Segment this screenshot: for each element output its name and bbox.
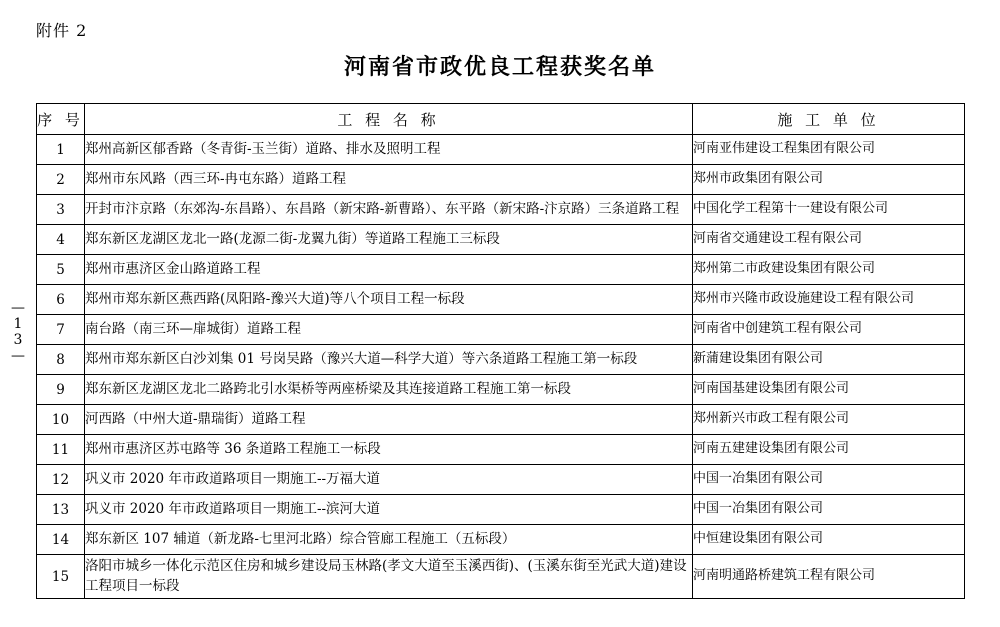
cell-no: 10 <box>37 405 85 435</box>
cell-construction-unit: 新蒲建设集团有限公司 <box>693 345 965 375</box>
cell-project-name: 郑州高新区郁香路（冬青街-玉兰街）道路、排水及照明工程 <box>85 135 693 165</box>
award-list-table <box>36 103 965 599</box>
column-header-no: 序 号 <box>37 104 85 135</box>
cell-no: 14 <box>37 525 85 555</box>
cell-construction-unit: 郑州第二市政建设集团有限公司 <box>693 255 965 285</box>
cell-project-name: 南台路（南三环—扉城街）道路工程 <box>85 315 693 345</box>
cell-construction-unit: 郑州新兴市政工程有限公司 <box>693 405 965 435</box>
cell-project-name: 郑州市郑东新区白沙刘集 01 号岗吴路（豫兴大道—科学大道）等六条道路工程施工第一标段 <box>85 345 693 375</box>
cell-no: 6 <box>37 285 85 315</box>
cell-project-name: 巩义市 2020 年市政道路项目一期施工--滨河大道 <box>85 495 693 525</box>
table-row <box>37 525 965 555</box>
table-row <box>37 465 965 495</box>
cell-construction-unit: 中国一冶集团有限公司 <box>693 465 965 495</box>
page-number-char: — <box>11 300 25 316</box>
page-number-char: 1 <box>13 316 23 332</box>
cell-project-name: 郑东新区 107 辅道（新龙路-七里河北路）综合管廊工程施工（五标段） <box>85 525 693 555</box>
attachment-label: 附件 2 <box>36 21 88 40</box>
table-row <box>37 495 965 525</box>
cell-no: 7 <box>37 315 85 345</box>
table-row <box>37 225 965 255</box>
cell-no: 9 <box>37 375 85 405</box>
cell-construction-unit: 河南省中创建筑工程有限公司 <box>693 315 965 345</box>
cell-no: 3 <box>37 195 85 225</box>
table-row <box>37 315 965 345</box>
page-number-char: 3 <box>13 332 23 348</box>
cell-project-name: 巩义市 2020 年市政道路项目一期施工--万福大道 <box>85 465 693 495</box>
cell-no: 1 <box>37 135 85 165</box>
cell-no: 4 <box>37 225 85 255</box>
table-row <box>37 555 965 599</box>
cell-construction-unit: 中国一冶集团有限公司 <box>693 495 965 525</box>
cell-project-name: 洛阳市城乡一体化示范区住房和城乡建设局玉林路(孝文大道至玉溪西街)、(玉溪东街至光武大道)建设工程项目一标段 <box>85 555 693 599</box>
table-row <box>37 165 965 195</box>
cell-construction-unit: 河南五建建设集团有限公司 <box>693 435 965 465</box>
cell-project-name: 郑东新区龙湖区龙北二路跨北引水渠桥等两座桥梁及其连接道路工程施工第一标段 <box>85 375 693 405</box>
cell-no: 11 <box>37 435 85 465</box>
cell-no: 12 <box>37 465 85 495</box>
cell-project-name: 郑州市东风路（西三环-冉屯东路）道路工程 <box>85 165 693 195</box>
page-title: 河南省市政优良工程获奖名单 <box>343 54 656 80</box>
cell-construction-unit: 河南省交通建设工程有限公司 <box>693 225 965 255</box>
table-row <box>37 405 965 435</box>
table-row <box>37 285 965 315</box>
table-row <box>37 195 965 225</box>
table-row <box>37 345 965 375</box>
cell-construction-unit: 河南亚伟建设工程集团有限公司 <box>693 135 965 165</box>
cell-construction-unit: 郑州市兴隆市政设施建设工程有限公司 <box>693 285 965 315</box>
cell-construction-unit: 河南国基建设集团有限公司 <box>693 375 965 405</box>
cell-project-name: 郑东新区龙湖区龙北一路(龙源二街-龙翼九街）等道路工程施工三标段 <box>85 225 693 255</box>
page-number <box>6 300 30 364</box>
cell-project-name: 郑州市郑东新区燕西路(凤阳路-豫兴大道)等八个项目工程一标段 <box>85 285 693 315</box>
cell-project-name: 开封市汴京路（东郊沟-东昌路）、东昌路（新宋路-新曹路）、东平路（新宋路-汴京路）三条道路工程 <box>85 195 693 225</box>
table-row <box>37 135 965 165</box>
cell-project-name: 郑州市惠济区苏屯路等 36 条道路工程施工一标段 <box>85 435 693 465</box>
cell-construction-unit: 郑州市政集团有限公司 <box>693 165 965 195</box>
cell-no: 5 <box>37 255 85 285</box>
table-row <box>37 435 965 465</box>
cell-project-name: 郑州市惠济区金山路道路工程 <box>85 255 693 285</box>
cell-construction-unit: 河南明通路桥建筑工程有限公司 <box>693 555 965 599</box>
column-header-project-name: 工 程 名 称 <box>85 104 693 135</box>
cell-construction-unit: 中恒建设集团有限公司 <box>693 525 965 555</box>
cell-no: 13 <box>37 495 85 525</box>
cell-project-name: 河西路（中州大道-鼎瑞街）道路工程 <box>85 405 693 435</box>
cell-construction-unit: 中国化学工程第十一建设有限公司 <box>693 195 965 225</box>
page-number-char: — <box>11 348 25 364</box>
table-row <box>37 375 965 405</box>
cell-no: 2 <box>37 165 85 195</box>
cell-no: 15 <box>37 555 85 599</box>
cell-no: 8 <box>37 345 85 375</box>
column-header-construction-unit: 施 工 单 位 <box>693 104 965 135</box>
table-row <box>37 255 965 285</box>
table-header-row <box>37 104 965 135</box>
